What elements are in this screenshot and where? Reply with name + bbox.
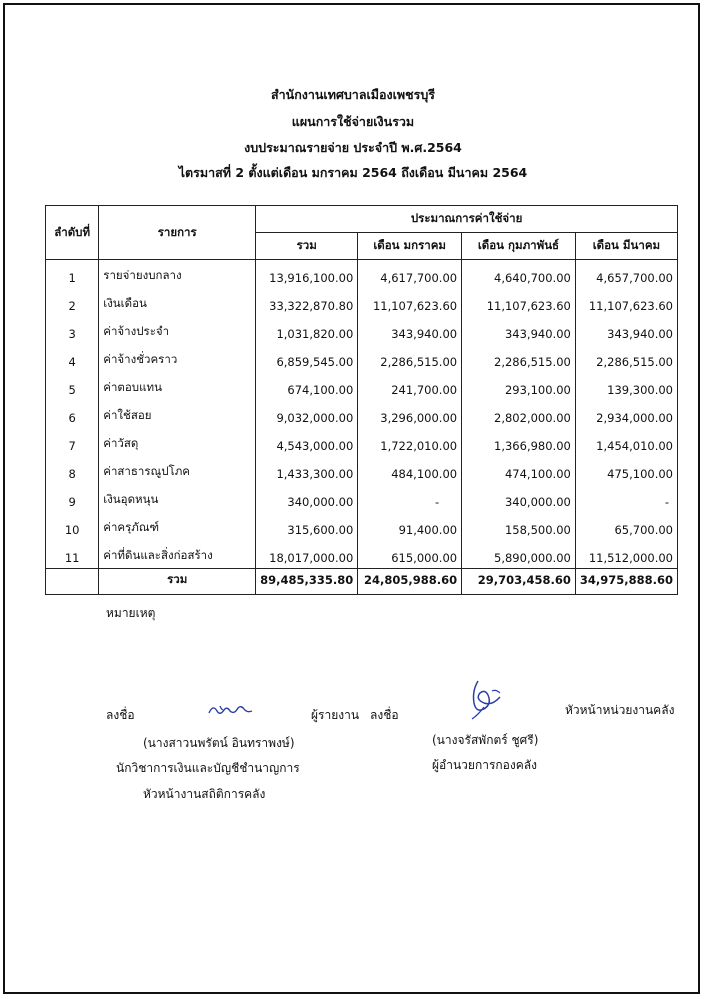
expense-plan-table — [45, 205, 678, 595]
row-mar: - — [575, 484, 677, 512]
header-item: รายการ — [99, 206, 256, 260]
row-feb: 474,100.00 — [462, 456, 576, 484]
row-no: 7 — [46, 428, 99, 456]
row-no: 2 — [46, 288, 99, 316]
row-jan: 3,296,000.00 — [358, 400, 462, 428]
total-mar: 34,975,888.60 — [575, 569, 677, 595]
row-feb: 1,366,980.00 — [462, 428, 576, 456]
row-no: 6 — [46, 400, 99, 428]
row-total: 1,433,300.00 — [256, 456, 358, 484]
row-item: ค่าวัสดุ — [99, 428, 256, 456]
row-no: 3 — [46, 316, 99, 344]
table-header-row — [46, 206, 678, 233]
row-mar: 65,700.00 — [575, 512, 677, 540]
total-total: 89,485,335.80 — [256, 569, 358, 595]
row-item: เงินเดือน — [99, 288, 256, 316]
header-no: ลำดับที่ — [46, 206, 99, 260]
budget-year-title: งบประมาณรายจ่าย ประจำปี พ.ศ.2564 — [244, 140, 462, 155]
row-mar: 2,934,000.00 — [575, 400, 677, 428]
row-mar: 139,300.00 — [575, 372, 677, 400]
row-jan: 91,400.00 — [358, 512, 462, 540]
row-jan: 343,940.00 — [358, 316, 462, 344]
table-row — [46, 512, 678, 540]
row-no: 9 — [46, 484, 99, 512]
row-jan: 484,100.00 — [358, 456, 462, 484]
row-total: 18,017,000.00 — [256, 540, 358, 569]
row-feb: 293,100.00 — [462, 372, 576, 400]
row-mar: 475,100.00 — [575, 456, 677, 484]
table-row — [46, 344, 678, 372]
table-row — [46, 260, 678, 289]
row-feb: 2,802,000.00 — [462, 400, 576, 428]
row-item: รายจ่ายงบกลาง — [99, 260, 256, 289]
row-mar: 11,107,623.60 — [575, 288, 677, 316]
row-total: 33,322,870.80 — [256, 288, 358, 316]
total-row — [46, 569, 678, 595]
total-blank-cell — [46, 569, 99, 595]
right-role: หัวหน้าหน่วยงานคลัง — [565, 703, 675, 717]
row-mar: 343,940.00 — [575, 316, 677, 344]
total-label: รวม — [99, 569, 256, 595]
row-item: ค่าสาธารณูปโภค — [99, 456, 256, 484]
row-jan: 615,000.00 — [358, 540, 462, 569]
left-position1: นักวิชาการเงินและบัญชีชำนาญการ — [116, 761, 300, 775]
row-total: 315,600.00 — [256, 512, 358, 540]
total-jan: 24,805,988.60 — [358, 569, 462, 595]
right-name: (นางจรัสพักตร์ ชูศรี) — [432, 733, 539, 747]
table-row — [46, 288, 678, 316]
row-feb: 340,000.00 — [462, 484, 576, 512]
table-row — [46, 316, 678, 344]
header-estimate-group: ประมาณการค่าใช้จ่าย — [256, 206, 678, 233]
header-mar: เดือน มีนาคม — [575, 233, 677, 260]
remark-label: หมายเหตุ — [106, 606, 156, 620]
row-item: ค่าจ้างชั่วคราว — [99, 344, 256, 372]
left-handwritten-signature — [206, 700, 256, 722]
row-item: ค่าจ้างประจำ — [99, 316, 256, 344]
row-no: 11 — [46, 540, 99, 569]
row-item: ค่าครุภัณฑ์ — [99, 512, 256, 540]
left-role: ผู้รายงาน — [311, 708, 360, 722]
row-no: 8 — [46, 456, 99, 484]
row-total: 674,100.00 — [256, 372, 358, 400]
row-mar: 1,454,010.00 — [575, 428, 677, 456]
org-title: สำนักงานเทศบาลเมืองเพชรบุรี — [271, 87, 435, 102]
right-handwritten-signature — [462, 677, 512, 723]
header-total: รวม — [256, 233, 358, 260]
table-row — [46, 484, 678, 512]
row-jan: 11,107,623.60 — [358, 288, 462, 316]
row-feb: 4,640,700.00 — [462, 260, 576, 289]
row-jan: 4,617,700.00 — [358, 260, 462, 289]
table-row — [46, 428, 678, 456]
row-item: ค่าตอบแทน — [99, 372, 256, 400]
row-no: 1 — [46, 260, 99, 289]
right-position1: ผู้อำนวยการกองคลัง — [432, 758, 537, 772]
table-row — [46, 456, 678, 484]
row-item: ค่าใช้สอย — [99, 400, 256, 428]
row-total: 340,000.00 — [256, 484, 358, 512]
row-feb: 11,107,623.60 — [462, 288, 576, 316]
row-feb: 158,500.00 — [462, 512, 576, 540]
row-no: 10 — [46, 512, 99, 540]
left-position2: หัวหน้างานสถิติการคลัง — [143, 787, 266, 801]
row-mar: 11,512,000.00 — [575, 540, 677, 569]
row-jan: 241,700.00 — [358, 372, 462, 400]
table-row — [46, 400, 678, 428]
row-mar: 4,657,700.00 — [575, 260, 677, 289]
row-no: 5 — [46, 372, 99, 400]
row-item: ค่าที่ดินและสิ่งก่อสร้าง — [99, 540, 256, 569]
row-jan: - — [358, 484, 462, 512]
row-total: 13,916,100.00 — [256, 260, 358, 289]
plan-title: แผนการใช้จ่ายเงินรวม — [291, 114, 415, 129]
row-total: 6,859,545.00 — [256, 344, 358, 372]
total-feb: 29,703,458.60 — [462, 569, 576, 595]
header-feb: เดือน กุมภาพันธ์ — [462, 233, 576, 260]
row-jan: 2,286,515.00 — [358, 344, 462, 372]
row-no: 4 — [46, 344, 99, 372]
header-jan: เดือน มกราคม — [358, 233, 462, 260]
quarter-title: ไตรมาสที่ 2 ตั้งแต่เดือน มกราคม 2564 ถึงเดือน มีนาคม 2564 — [178, 165, 528, 180]
left-sign-label: ลงชื่อ — [106, 708, 135, 722]
row-total: 4,543,000.00 — [256, 428, 358, 456]
left-name: (นางสาวนพรัตน์ อินทราพงษ์) — [143, 736, 295, 750]
row-jan: 1,722,010.00 — [358, 428, 462, 456]
row-feb: 2,286,515.00 — [462, 344, 576, 372]
row-feb: 5,890,000.00 — [462, 540, 576, 569]
row-mar: 2,286,515.00 — [575, 344, 677, 372]
row-feb: 343,940.00 — [462, 316, 576, 344]
row-item: เงินอุดหนุน — [99, 484, 256, 512]
row-total: 1,031,820.00 — [256, 316, 358, 344]
table-row — [46, 372, 678, 400]
row-total: 9,032,000.00 — [256, 400, 358, 428]
right-sign-label: ลงชื่อ — [370, 708, 399, 722]
table-row — [46, 540, 678, 569]
